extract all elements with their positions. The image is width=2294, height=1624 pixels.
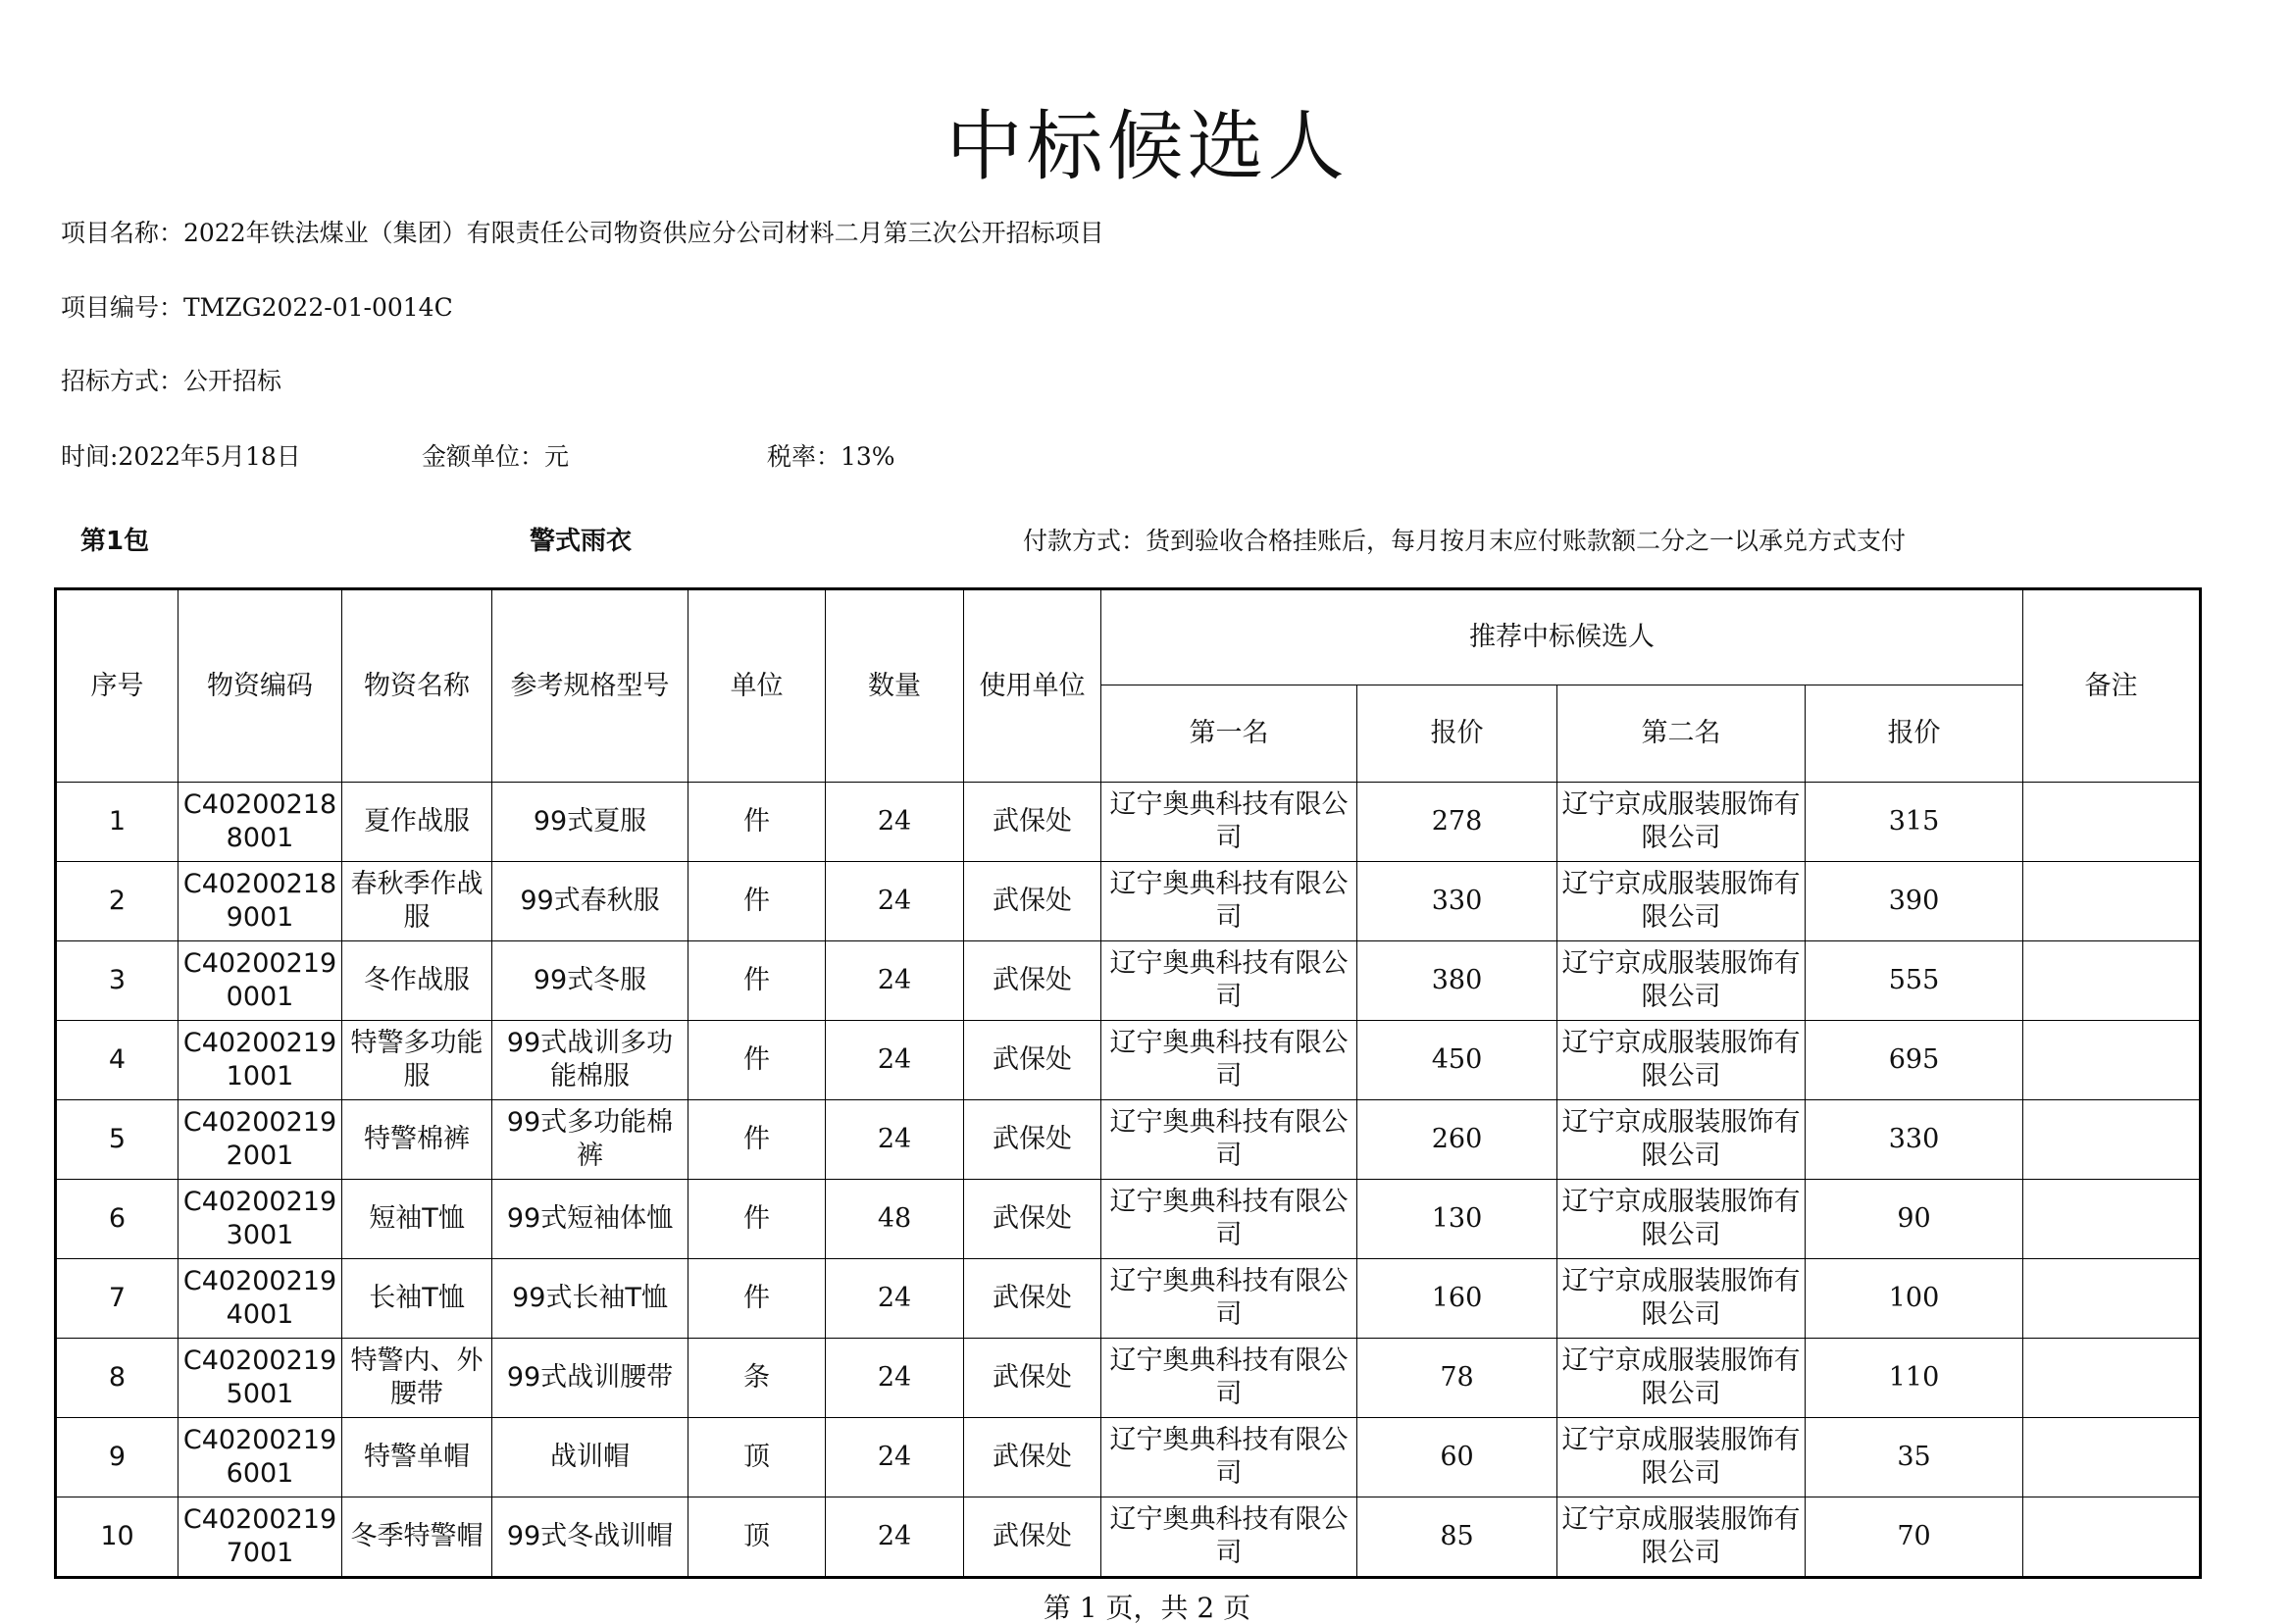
cell-user: 武保处 [964, 1339, 1101, 1418]
cell-spec: 99式战训多功能棉服 [492, 1021, 688, 1100]
cell-first: 辽宁奥典科技有限公司 [1101, 1339, 1357, 1418]
cell-name: 特警棉裤 [342, 1100, 492, 1180]
table-row [56, 1021, 2201, 1100]
cell-qty: 24 [826, 1100, 964, 1180]
cell-price1: 85 [1357, 1497, 1557, 1578]
table-row [56, 1339, 2201, 1418]
header-qty: 数量 [826, 589, 964, 783]
cell-price2: 90 [1806, 1180, 2023, 1259]
cell-remark [2023, 1339, 2201, 1418]
cell-second: 辽宁京成服装服饰有限公司 [1557, 1418, 1806, 1497]
amount-unit: 金额单位：元 [422, 442, 570, 471]
cell-remark [2023, 783, 2201, 862]
cell-unit: 条 [688, 1339, 826, 1418]
cell-price2: 70 [1806, 1497, 2023, 1578]
cell-price1: 380 [1357, 941, 1557, 1021]
cell-code: C402002189001 [178, 862, 342, 941]
header-seq: 序号 [56, 589, 178, 783]
cell-second: 辽宁京成服装服饰有限公司 [1557, 783, 1806, 862]
cell-second: 辽宁京成服装服饰有限公司 [1557, 1339, 1806, 1418]
table-body [56, 783, 2201, 1578]
cell-remark [2023, 862, 2201, 941]
project-code: 项目编号：TMZG2022-01-0014C [61, 293, 453, 322]
cell-first: 辽宁奥典科技有限公司 [1101, 1180, 1357, 1259]
project-name: 项目名称：2022年铁法煤业（集团）有限责任公司物资供应分公司材料二月第三次公开招标项目 [61, 219, 1104, 247]
cell-code: C402002194001 [178, 1259, 342, 1339]
cell-price1: 60 [1357, 1418, 1557, 1497]
cell-second: 辽宁京成服装服饰有限公司 [1557, 1259, 1806, 1339]
cell-qty: 24 [826, 783, 964, 862]
cell-second: 辽宁京成服装服饰有限公司 [1557, 862, 1806, 941]
cell-user: 武保处 [964, 1180, 1101, 1259]
cell-user: 武保处 [964, 1497, 1101, 1578]
table-row [56, 941, 2201, 1021]
cell-seq: 6 [56, 1180, 178, 1259]
header-spec: 参考规格型号 [492, 589, 688, 783]
cell-price1: 450 [1357, 1021, 1557, 1100]
cell-price1: 260 [1357, 1100, 1557, 1180]
header-first: 第一名 [1101, 685, 1357, 783]
package-bar [0, 522, 2294, 561]
cell-remark [2023, 1418, 2201, 1497]
cell-user: 武保处 [964, 1418, 1101, 1497]
cell-second: 辽宁京成服装服饰有限公司 [1557, 1497, 1806, 1578]
cell-spec: 99式长袖T恤 [492, 1259, 688, 1339]
date-field: 时间:2022年5月18日 [61, 442, 301, 471]
cell-code: C402002191001 [178, 1021, 342, 1100]
cell-qty: 24 [826, 1021, 964, 1100]
cell-first: 辽宁奥典科技有限公司 [1101, 1418, 1357, 1497]
cell-seq: 10 [56, 1497, 178, 1578]
cell-seq: 1 [56, 783, 178, 862]
cell-second: 辽宁京成服装服饰有限公司 [1557, 1180, 1806, 1259]
cell-name: 特警多功能服 [342, 1021, 492, 1100]
cell-first: 辽宁奥典科技有限公司 [1101, 1021, 1357, 1100]
table-row [56, 1497, 2201, 1578]
cell-spec: 99式夏服 [492, 783, 688, 862]
cell-name: 特警内、外腰带 [342, 1339, 492, 1418]
cell-code: C402002188001 [178, 783, 342, 862]
cell-price2: 330 [1806, 1100, 2023, 1180]
cell-name: 长袖T恤 [342, 1259, 492, 1339]
package-label: 第1包 [80, 527, 150, 556]
cell-name: 冬作战服 [342, 941, 492, 1021]
cell-unit: 件 [688, 1021, 826, 1100]
cell-spec: 战训帽 [492, 1418, 688, 1497]
cell-qty: 24 [826, 1259, 964, 1339]
tax-rate: 税率：13% [767, 442, 895, 471]
cell-remark [2023, 1259, 2201, 1339]
cell-qty: 24 [826, 1339, 964, 1418]
cell-user: 武保处 [964, 1021, 1101, 1100]
cell-seq: 3 [56, 941, 178, 1021]
cell-second: 辽宁京成服装服饰有限公司 [1557, 1100, 1806, 1180]
cell-seq: 4 [56, 1021, 178, 1100]
header-user: 使用单位 [964, 589, 1101, 783]
cell-price1: 278 [1357, 783, 1557, 862]
cell-name: 夏作战服 [342, 783, 492, 862]
cell-price2: 110 [1806, 1339, 2023, 1418]
header-code: 物资编码 [178, 589, 342, 783]
cell-user: 武保处 [964, 862, 1101, 941]
page-footer: 第 1 页，共 2 页 [1043, 1592, 1251, 1624]
cell-seq: 5 [56, 1100, 178, 1180]
cell-price2: 35 [1806, 1418, 2023, 1497]
cell-unit: 件 [688, 1259, 826, 1339]
cell-remark [2023, 1021, 2201, 1100]
cell-spec: 99式战训腰带 [492, 1339, 688, 1418]
cell-remark [2023, 1497, 2201, 1578]
cell-name: 特警单帽 [342, 1418, 492, 1497]
cell-code: C402002197001 [178, 1497, 342, 1578]
cell-remark [2023, 1100, 2201, 1180]
cell-price2: 100 [1806, 1259, 2023, 1339]
table-row [56, 1418, 2201, 1497]
cell-unit: 顶 [688, 1497, 826, 1578]
cell-name: 短袖T恤 [342, 1180, 492, 1259]
bid-method: 招标方式：公开招标 [61, 367, 282, 395]
cell-qty: 24 [826, 1418, 964, 1497]
cell-price2: 315 [1806, 783, 2023, 862]
cell-user: 武保处 [964, 941, 1101, 1021]
cell-unit: 件 [688, 941, 826, 1021]
cell-price2: 390 [1806, 862, 2023, 941]
cell-second: 辽宁京成服装服饰有限公司 [1557, 1021, 1806, 1100]
cell-second: 辽宁京成服装服饰有限公司 [1557, 941, 1806, 1021]
cell-spec: 99式春秋服 [492, 862, 688, 941]
cell-price2: 555 [1806, 941, 2023, 1021]
cell-name: 春秋季作战服 [342, 862, 492, 941]
header-recommend: 推荐中标候选人 [1101, 589, 2023, 685]
cell-qty: 48 [826, 1180, 964, 1259]
cell-user: 武保处 [964, 1100, 1101, 1180]
header-name: 物资名称 [342, 589, 492, 783]
cell-code: C402002190001 [178, 941, 342, 1021]
cell-user: 武保处 [964, 1259, 1101, 1339]
cell-first: 辽宁奥典科技有限公司 [1101, 1259, 1357, 1339]
cell-price1: 78 [1357, 1339, 1557, 1418]
candidate-table [54, 587, 2202, 1579]
cell-price1: 330 [1357, 862, 1557, 941]
cell-first: 辽宁奥典科技有限公司 [1101, 783, 1357, 862]
header-price2: 报价 [1806, 685, 2023, 783]
cell-unit: 件 [688, 1100, 826, 1180]
cell-unit: 顶 [688, 1418, 826, 1497]
table-row [56, 783, 2201, 862]
header-unit: 单位 [688, 589, 826, 783]
cell-qty: 24 [826, 1497, 964, 1578]
cell-qty: 24 [826, 862, 964, 941]
cell-remark [2023, 1180, 2201, 1259]
cell-seq: 9 [56, 1418, 178, 1497]
header-second: 第二名 [1557, 685, 1806, 783]
cell-remark [2023, 941, 2201, 1021]
page-title: 中标候选人 [945, 103, 1349, 191]
cell-spec: 99式冬战训帽 [492, 1497, 688, 1578]
cell-seq: 8 [56, 1339, 178, 1418]
cell-name: 冬季特警帽 [342, 1497, 492, 1578]
cell-code: C402002195001 [178, 1339, 342, 1418]
payment-terms: 付款方式：货到验收合格挂账后，每月按月末应付账款额二分之一以承兑方式支付 [1023, 527, 1907, 555]
table-row [56, 862, 2201, 941]
cell-seq: 2 [56, 862, 178, 941]
cell-unit: 件 [688, 783, 826, 862]
table-row [56, 1180, 2201, 1259]
cell-code: C402002192001 [178, 1100, 342, 1180]
package-name: 警式雨衣 [530, 527, 633, 556]
cell-first: 辽宁奥典科技有限公司 [1101, 1100, 1357, 1180]
cell-spec: 99式多功能棉裤 [492, 1100, 688, 1180]
cell-unit: 件 [688, 862, 826, 941]
cell-code: C402002196001 [178, 1418, 342, 1497]
cell-first: 辽宁奥典科技有限公司 [1101, 1497, 1357, 1578]
cell-price1: 160 [1357, 1259, 1557, 1339]
cell-spec: 99式冬服 [492, 941, 688, 1021]
cell-price2: 695 [1806, 1021, 2023, 1100]
header-remark: 备注 [2023, 589, 2201, 783]
cell-spec: 99式短袖体恤 [492, 1180, 688, 1259]
table-row [56, 1259, 2201, 1339]
cell-first: 辽宁奥典科技有限公司 [1101, 862, 1357, 941]
cell-first: 辽宁奥典科技有限公司 [1101, 941, 1357, 1021]
header-price1: 报价 [1357, 685, 1557, 783]
cell-user: 武保处 [964, 783, 1101, 862]
cell-qty: 24 [826, 941, 964, 1021]
cell-code: C402002193001 [178, 1180, 342, 1259]
cell-seq: 7 [56, 1259, 178, 1339]
cell-unit: 件 [688, 1180, 826, 1259]
cell-price1: 130 [1357, 1180, 1557, 1259]
table-row [56, 1100, 2201, 1180]
